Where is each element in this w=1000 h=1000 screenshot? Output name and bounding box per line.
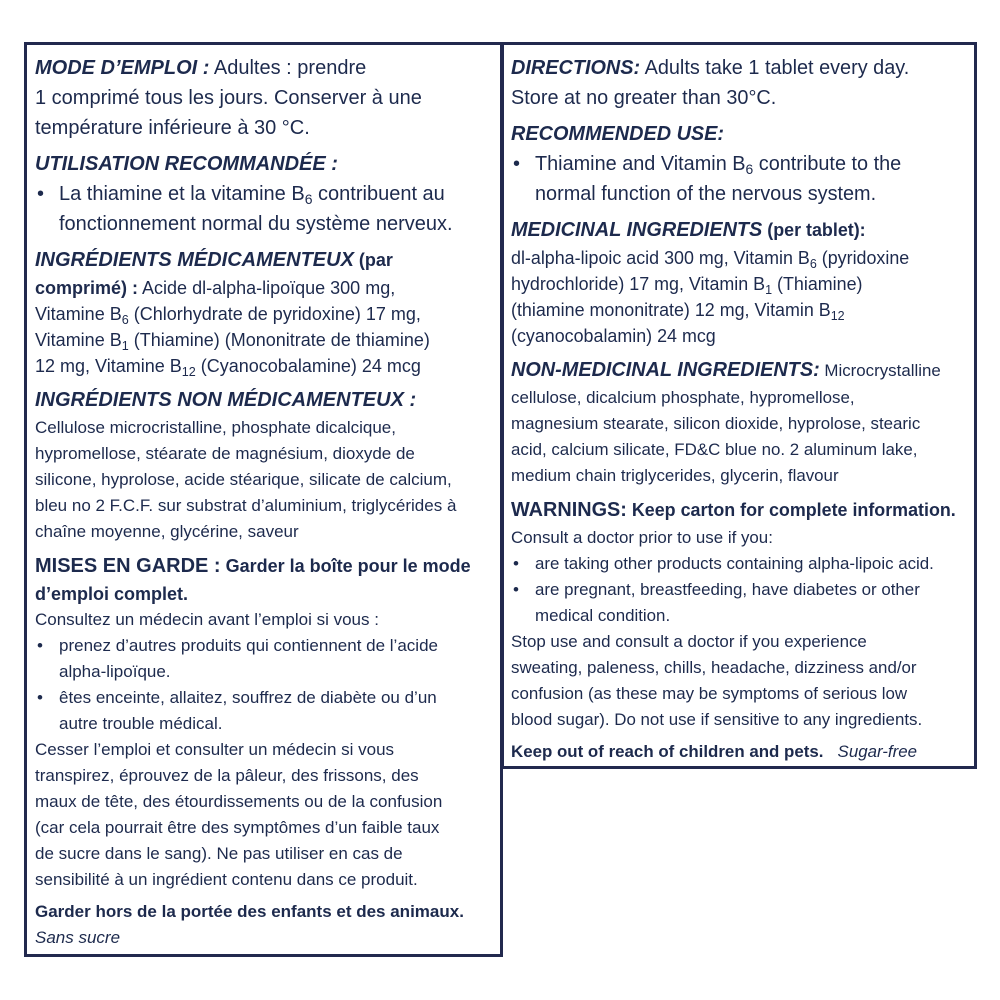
text: êtes enceinte, allaitez, souffrez de diabète ou d’un [59, 688, 437, 707]
fr-nonmed-title: INGRÉDIENTS NON MÉDICAMENTEUX : [35, 389, 417, 411]
text: contribute to the [753, 153, 902, 175]
en-recommended-bullet [511, 149, 968, 209]
fr-med-title: INGRÉDIENTS MÉDICAMENTEUX [35, 249, 354, 271]
en-nonmed-line: cellulose, dicalcium phosphate, hypromellose, [511, 388, 855, 407]
en-nonmed-line: medium chain triglycerides, glycerin, flavour [511, 466, 839, 485]
en-med-title-suffix: (per tablet): [762, 220, 866, 240]
fr-warn-consult: Consultez un médecin avant l’emploi si vous : [35, 610, 379, 629]
en-footer [511, 739, 968, 765]
en-warnings-section [511, 495, 968, 733]
en-med-line1 [511, 245, 965, 271]
fr-mode-emploi-text-1: Adultes : prendre [213, 57, 367, 79]
en-sugar-free: Sugar-free [837, 742, 918, 761]
fr-utilisation-section [35, 149, 492, 239]
fr-nonmed-line: bleu no 2 F.C.F. sur substrat d’aluminium, triglycérides à [35, 496, 457, 515]
subscript: 1 [765, 282, 773, 297]
fr-stop-line: transpirez, éprouvez de la pâleur, des frissons, des [35, 766, 419, 785]
fr-med-line3 [35, 327, 492, 353]
en-recommended-section [511, 119, 968, 209]
en-stop-line: confusion (as these may be symptoms of serious low [511, 684, 908, 703]
fr-utilisation-text: La thiamine et la vitamine B [59, 183, 305, 205]
fr-med-line2 [35, 301, 492, 327]
en-med-line4: (cyanocobalamin) 24 mcg [511, 326, 716, 346]
text: (Cyanocobalamine) 24 mcg [195, 356, 421, 376]
bullet-glyph: • [513, 554, 519, 573]
fr-mode-emploi-title: MODE D’EMPLOI : [35, 57, 210, 79]
fr-sugar-free: Sans sucre [35, 928, 121, 947]
en-warn-consult: Consult a doctor prior to use if you: [511, 528, 773, 547]
en-directions-title: DIRECTIONS: [511, 57, 641, 79]
en-directions-text-2: Store at no greater than 30°C. [511, 87, 777, 109]
text: normal function of the nervous system. [535, 183, 877, 205]
text: (Chlorhydrate de pyridoxine) 17 mg, [128, 304, 421, 324]
en-nonmed-line1: Microcrystalline [819, 361, 941, 380]
en-recommended-title: RECOMMENDED USE: [511, 123, 725, 145]
en-stop-line: blood sugar). Do not use if sensitive to any ingredients. [511, 710, 923, 729]
bullet-glyph: • [37, 688, 43, 707]
en-warn-title-suffix: Keep carton for complete information. [626, 500, 956, 520]
fr-med-title-suffix-2: comprimé) : [35, 278, 139, 298]
text: are pregnant, breastfeeding, have diabetes or other [535, 580, 920, 599]
fr-warnings-section [35, 551, 492, 893]
text: (Thiamine) (Mononitrate de thiamine) [128, 330, 430, 350]
fr-mode-emploi-text-3: température inférieure à 30 °C. [35, 117, 310, 139]
fr-nonmed-line: silicone, hyprolose, acide stéarique, silicate de calcium, [35, 470, 452, 489]
fr-med-ingredients-section [35, 245, 492, 379]
fr-stop-line: de sucre dans le sang). Ne pas utiliser en cas de [35, 844, 403, 863]
subscript: 6 [121, 312, 129, 327]
en-keep-out: Keep out of reach of children and pets. [511, 742, 824, 761]
fr-utilisation-text-line2: fonctionnement normal du système nerveux. [59, 213, 453, 235]
text: alpha-lipoïque. [59, 662, 171, 681]
fr-warn-bullet-2 [35, 685, 492, 737]
text: medical condition. [535, 606, 671, 625]
subscript: 1 [121, 338, 129, 353]
fr-utilisation-bullet [35, 179, 492, 239]
fr-mode-emploi-section [35, 53, 492, 143]
fr-stop-line: Cesser l’emploi et consulter un médecin si vous [35, 740, 395, 759]
text: autre trouble médical. [59, 714, 223, 733]
subscript: 6 [745, 161, 754, 178]
fr-nonmed-ingredients-section [35, 385, 492, 545]
fr-utilisation-title: UTILISATION RECOMMANDÉE : [35, 153, 338, 175]
fr-stop-line: (car cela pourrait être des symptômes d’un faible taux [35, 818, 440, 837]
subscript: 6 [809, 256, 817, 271]
fr-utilisation-text: contribuent au [312, 183, 445, 205]
en-warn-bullet-1 [511, 551, 968, 577]
text: (thiamine mononitrate) 12 mg, Vitamin B [511, 300, 831, 320]
en-med-line2 [511, 271, 965, 297]
fr-stop-line: maux de tête, des étourdissements ou de la confusion [35, 792, 443, 811]
en-nonmed-ingredients-section [511, 355, 968, 489]
english-label-panel [501, 42, 977, 769]
fr-nonmed-line: hypromellose, stéarate de magnésium, dioxyde de [35, 444, 415, 463]
en-nonmed-line: magnesium stearate, silicon dioxide, hyprolose, stearic [511, 414, 921, 433]
en-nonmed-line: acid, calcium silicate, FD&C blue no. 2 aluminum lake, [511, 440, 918, 459]
text: hydrochloride) 17 mg, Vitamin B [511, 274, 766, 294]
subscript: 6 [304, 191, 313, 208]
fr-warn-title-suffix-2: d’emploi complet. [35, 584, 189, 604]
en-nonmed-title: NON-MEDICINAL INGREDIENTS: [511, 359, 820, 381]
bullet-glyph: • [37, 183, 45, 205]
fr-med-line1: Acide dl-alpha-lipoïque 300 mg, [138, 278, 396, 298]
bullet-glyph: • [513, 580, 519, 599]
fr-warn-bullet-1 [35, 633, 492, 685]
en-stop-line: sweating, paleness, chills, headache, dizziness and/or [511, 658, 917, 677]
en-warn-title: WARNINGS: [511, 499, 627, 521]
en-warn-bullet-2 [511, 577, 968, 629]
fr-med-title-suffix: (par [353, 250, 393, 270]
text: are taking other products containing alpha-lipoic acid. [535, 554, 934, 573]
fr-stop-line: sensibilité à un ingrédient contenu dans ce produit. [35, 870, 418, 889]
fr-med-line4 [35, 353, 492, 379]
en-med-line3 [511, 297, 965, 323]
fr-nonmed-line: chaîne moyenne, glycérine, saveur [35, 522, 299, 541]
bullet-glyph: • [513, 153, 521, 175]
fr-footer [35, 899, 492, 951]
text: Thiamine and Vitamin B [535, 153, 746, 175]
text: Vitamine B [35, 330, 122, 350]
text: 12 mg, Vitamine B [35, 356, 182, 376]
text: (Thiamine) [772, 274, 863, 294]
text: dl-alpha-lipoic acid 300 mg, Vitamin B [511, 248, 810, 268]
en-directions-text-1: Adults take 1 tablet every day. [640, 57, 910, 79]
en-stop-line: Stop use and consult a doctor if you experience [511, 632, 867, 651]
subscript: 12 [830, 308, 845, 323]
fr-warn-title: MISES EN GARDE : [35, 555, 221, 577]
subscript: 12 [181, 364, 196, 379]
en-med-title: MEDICINAL INGREDIENTS [511, 219, 763, 241]
french-label-panel [24, 42, 503, 957]
bullet-glyph: • [37, 636, 43, 655]
fr-mode-emploi-text-2: 1 comprimé tous les jours. Conserver à une [35, 87, 422, 109]
fr-warn-title-suffix: Garder la boîte pour le mode [220, 556, 471, 576]
text: Vitamine B [35, 304, 122, 324]
en-directions-section [511, 53, 968, 113]
fr-keep-out: Garder hors de la portée des enfants et des animaux. [35, 902, 464, 921]
text: prenez d’autres produits qui contiennent de l’acide [59, 636, 438, 655]
en-med-ingredients-section [511, 215, 968, 349]
fr-nonmed-line: Cellulose microcristalline, phosphate dicalcique, [35, 418, 396, 437]
text: (pyridoxine [816, 248, 910, 268]
